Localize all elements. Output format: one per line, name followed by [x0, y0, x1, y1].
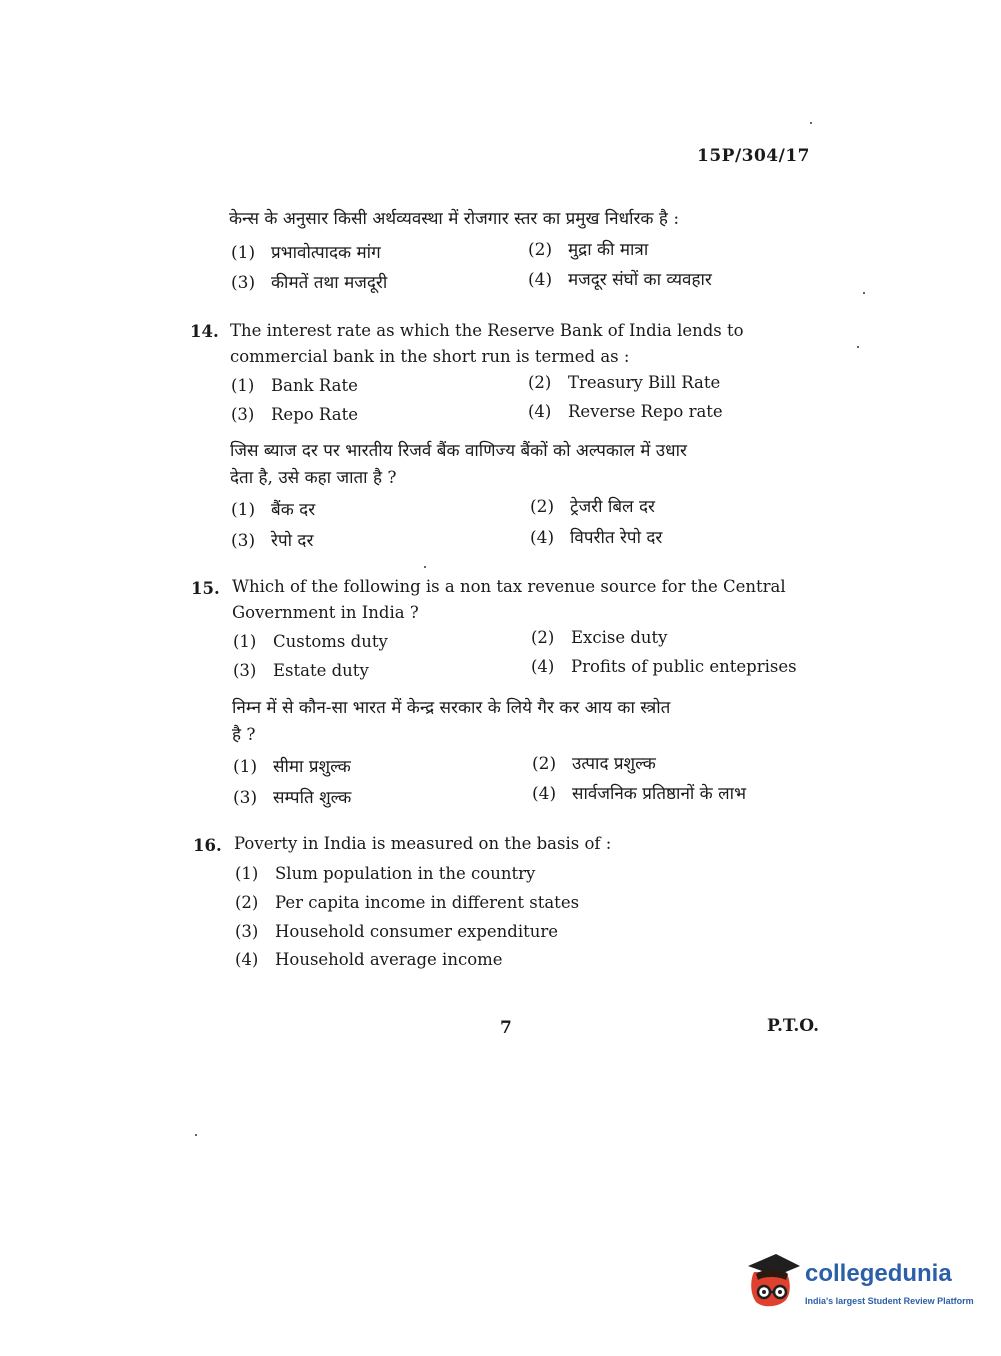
scan-speck	[424, 566, 426, 568]
logo-brand-text: collegedunia	[805, 1260, 952, 1287]
q14-option-4: (4) Reverse Repo rate	[528, 402, 723, 421]
q13-hindi-option-1: (1) प्रभावोत्पादक मांग	[231, 243, 381, 263]
q16-text: Poverty in India is measured on the basis of :	[234, 834, 612, 853]
q13-hindi-option-3: (3) कीमतें तथा मजदूरी	[231, 273, 388, 293]
q15-option-2: (2) Excise duty	[531, 628, 668, 647]
q14-option-1: (1) Bank Rate	[231, 376, 358, 395]
page-number: 7	[500, 1018, 512, 1038]
q15-option-3: (3) Estate duty	[233, 661, 369, 680]
scan-speck	[863, 292, 865, 294]
q14-hindi-option-4: (4) विपरीत रेपो दर	[530, 528, 663, 548]
q15-option-1: (1) Customs duty	[233, 632, 388, 651]
q16-option-4: (4) Household average income	[235, 950, 503, 969]
scan-speck	[857, 346, 859, 348]
q14-text-line1: The interest rate as which the Reserve Bank of India lends to	[230, 321, 744, 340]
q15-hindi-option-3: (3) सम्पति शुल्क	[233, 788, 352, 808]
scan-speck	[195, 1134, 197, 1136]
q14-option-3: (3) Repo Rate	[231, 405, 358, 424]
paper-code: 15P/304/17	[697, 146, 811, 166]
q15-hindi-text-line1: निम्न में से कौन-सा भारत में केन्द्र सरकार के लिये गैर कर आय का स्त्रोत	[232, 698, 671, 718]
q14-hindi-option-2: (2) ट्रेजरी बिल दर	[530, 497, 655, 517]
scan-speck	[810, 122, 812, 124]
q14-option-2: (2) Treasury Bill Rate	[528, 373, 721, 392]
q13-hindi-option-2: (2) मुद्रा की मात्रा	[528, 240, 649, 260]
q14-number: 14.	[190, 322, 219, 341]
mascot-icon	[742, 1250, 804, 1314]
q15-hindi-option-1: (1) सीमा प्रशुल्क	[233, 757, 351, 777]
q16-option-1: (1) Slum population in the country	[235, 864, 536, 883]
q15-text-line1: Which of the following is a non tax revenue source for the Central	[232, 577, 786, 596]
q16-option-3: (3) Household consumer expenditure	[235, 922, 559, 941]
q14-hindi-option-3: (3) रेपो दर	[231, 531, 314, 551]
q14-hindi-text-line1: जिस ब्याज दर पर भारतीय रिजर्व बैंक वाणिज्य बैंकों को अल्पकाल में उधार	[230, 441, 687, 461]
q15-hindi-text-line2: है ?	[232, 725, 256, 745]
q15-option-4: (4) Profits of public enteprises	[531, 657, 797, 676]
q15-hindi-option-4: (4) सार्वजनिक प्रतिष्ठानों के लाभ	[532, 784, 747, 804]
q13-hindi-option-4: (4) मजदूर संघों का व्यवहार	[528, 270, 712, 290]
q13-hindi-text: केन्स के अनुसार किसी अर्थव्यवस्था में रोजगार स्तर का प्रमुख निर्धारक है :	[229, 209, 680, 229]
pto-label: P.T.O.	[767, 1016, 819, 1036]
q14-hindi-option-1: (1) बैंक दर	[231, 500, 316, 520]
q15-text-line2: Government in India ?	[232, 603, 419, 622]
q16-option-2: (2) Per capita income in different states	[235, 893, 580, 912]
q16-number: 16.	[193, 836, 222, 855]
q14-hindi-text-line2: देता है, उसे कहा जाता है ?	[230, 468, 397, 488]
q14-text-line2: commercial bank in the short run is termed as :	[230, 347, 630, 366]
logo-tagline: India's largest Student Review Platform	[805, 1296, 974, 1306]
q15-number: 15.	[191, 579, 220, 598]
q15-hindi-option-2: (2) उत्पाद प्रशुल्क	[532, 754, 656, 774]
